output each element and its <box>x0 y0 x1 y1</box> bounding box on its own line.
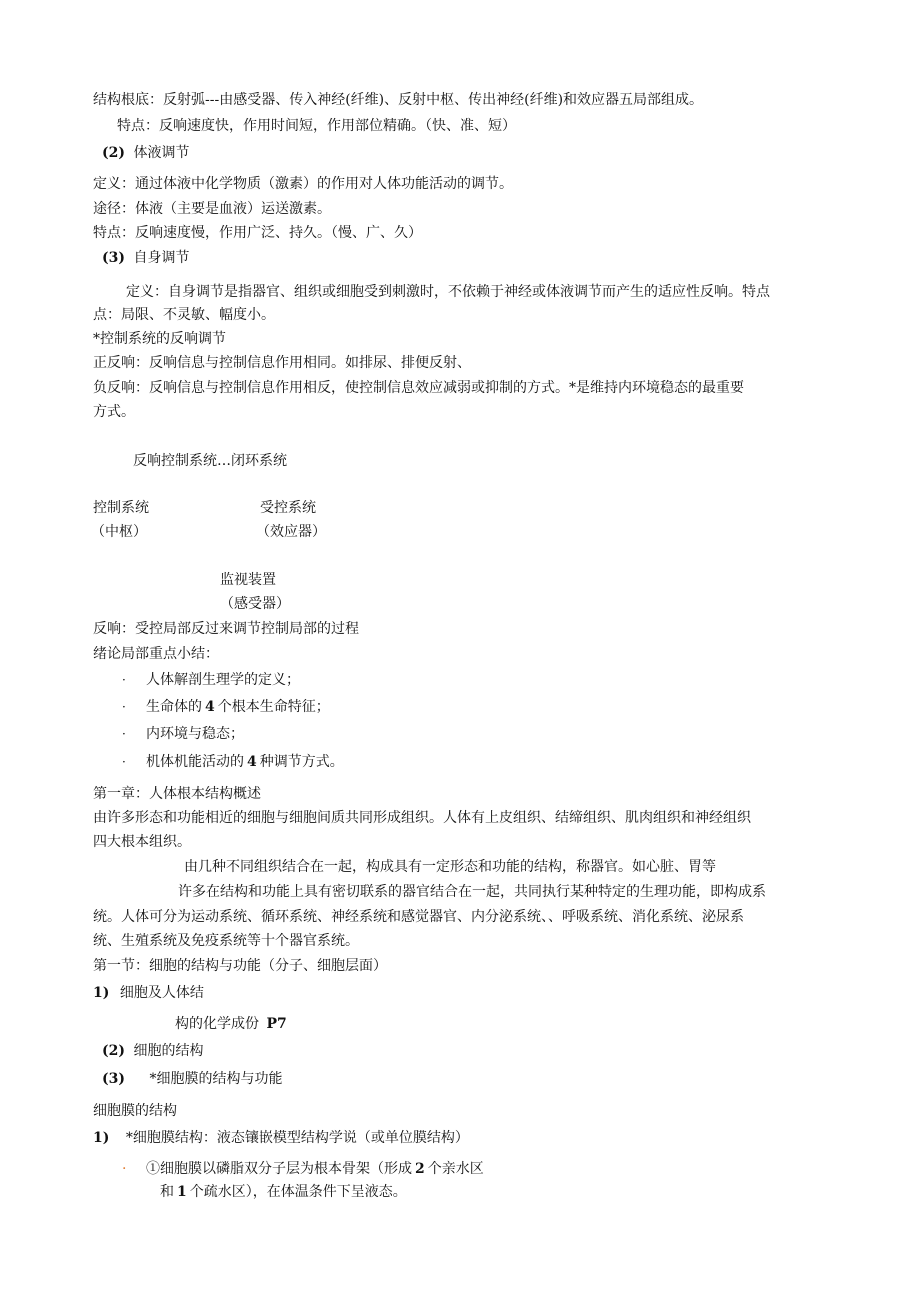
bullet-dot: · <box>122 755 126 769</box>
page-reference: P7 <box>266 1016 287 1032</box>
membrane-point <box>146 1159 484 1179</box>
humoral-features: 特点：反响速度慢，作用广泛、持久。（慢、广、久） <box>93 225 422 241</box>
list-text: 细胞及人体结 <box>119 985 204 1001</box>
monitor-device-label: 监视装置 <box>220 572 276 588</box>
list-text: 构的化学成份 <box>175 1016 259 1032</box>
summary-item <box>146 697 330 717</box>
item-number: 4 <box>205 699 215 715</box>
summary-item: 人体解剖生理学的定义； <box>146 672 300 688</box>
list-heading <box>93 983 204 1003</box>
point-number: 1 <box>177 1184 187 1200</box>
item-number: 4 <box>247 754 257 770</box>
autoregulation-definition: 定义：自身调节是指器官、组织或细胞受到刺激时，不依赖于神经或体液调节而产生的适应性反响。特点 <box>126 284 770 300</box>
list-text: *细胞膜结构：液态镶嵌模型结构学说（或单位膜结构） <box>125 1130 469 1146</box>
membrane-heading: 细胞膜的结构 <box>93 1103 177 1119</box>
summary-heading: 绪论局部重点小结： <box>93 646 219 662</box>
bullet-dot: · <box>122 727 126 741</box>
membrane-point-cont <box>160 1182 407 1202</box>
system-paragraph-end: 统、生殖系统及免疫系统等十个器官系统。 <box>93 933 359 949</box>
bullet-dot: · <box>122 673 126 687</box>
chapter-title: 第一章：人体根本结构概述 <box>93 786 261 802</box>
control-system-sub: （中枢） <box>91 524 147 540</box>
list-number: 1) <box>93 1130 110 1146</box>
bullet-dot: · <box>122 700 126 714</box>
organ-paragraph: 由几种不同组织结合在一起，构成具有一定形态和功能的结构，称器官。如心脏、胃等 <box>184 859 716 875</box>
list-number: (3) <box>102 1071 125 1087</box>
system-paragraph: 许多在结构和功能上具有密切联系的器官结合在一起，共同执行某种特定的生理功能，即构成系 <box>178 884 766 900</box>
autoregulation-features: 点：局限、不灵敏、幅度小。 <box>93 307 275 323</box>
item-text: 个根本生命特征； <box>217 699 330 715</box>
humoral-pathway: 途径：体液（主要是血液）运送激素。 <box>93 201 331 217</box>
list-text: *细胞膜的结构与功能 <box>149 1071 283 1087</box>
point-text: 个亲水区 <box>427 1161 484 1177</box>
summary-item <box>146 752 344 772</box>
nerve-regulation-features: 特点：反响速度快，作用时间短，作用部位精确。（快、准、短） <box>117 118 516 134</box>
list-heading <box>102 1041 203 1061</box>
point-text: 和 <box>160 1184 174 1200</box>
heading-autoregulation <box>102 248 189 268</box>
humoral-definition: 定义：通过体液中化学物质（激素）的作用对人体功能活动的调节。 <box>93 176 513 192</box>
negative-feedback-cont: 方式。 <box>93 404 135 420</box>
feedback-definition: 反响：受控局部反过来调节控制局部的过程 <box>93 621 359 637</box>
tissue-paragraph: 由许多形态和功能相近的细胞与细胞间质共同形成组织。人体有上皮组织、结缔组织、肌肉组织和神经组织 <box>93 810 751 826</box>
system-paragraph-cont: 统。人体可分为运动系统、循环系统、神经系统和感觉器官、内分泌系统、、呼吸系统、消化系统、泌尿系 <box>93 909 744 925</box>
heading-text: 自身调节 <box>133 250 190 266</box>
summary-item: 内环境与稳态； <box>146 726 244 742</box>
monitor-device-sub: （感受器） <box>220 596 290 612</box>
controlled-system-sub: （效应器） <box>256 524 326 540</box>
list-number: 1) <box>93 985 110 1001</box>
feedback-system-title: 反响控制系统…闭环系统 <box>133 453 287 469</box>
tissue-paragraph-cont: 四大根本组织。 <box>93 834 191 850</box>
point-text: 个疏水区），在体温条件下呈液态。 <box>189 1184 407 1200</box>
list-heading-cont <box>175 1014 287 1034</box>
list-heading <box>93 1128 469 1148</box>
item-text: 生命体的 <box>146 699 202 715</box>
section-title: 第一节：细胞的结构与功能（分子、细胞层面） <box>93 958 387 974</box>
point-number: 2 <box>415 1161 425 1177</box>
heading-number: (2) <box>102 145 125 161</box>
bullet-dot: · <box>122 1161 127 1177</box>
item-text: 机体机能活动的 <box>146 754 244 770</box>
list-heading <box>102 1069 282 1089</box>
controlled-system-label: 受控系统 <box>260 500 316 516</box>
reflex-arc-line: 结构根底：反射弧---由感受器、传入神经(纤维)、反射中枢、传出神经(纤维)和效应器五局部组成。 <box>93 92 704 108</box>
heading-humoral-regulation <box>102 143 189 163</box>
feedback-heading: *控制系统的反响调节 <box>93 331 226 347</box>
list-number: (2) <box>102 1043 125 1059</box>
point-text: ①细胞膜以磷脂双分子层为根本骨架（形成 <box>146 1161 412 1177</box>
item-text: 种调节方式。 <box>259 754 344 770</box>
control-system-label: 控制系统 <box>93 500 149 516</box>
negative-feedback: 负反响：反响信息与控制信息作用相反，使控制信息效应减弱或抑制的方式。*是维持内环境稳态的最重要 <box>93 380 744 396</box>
heading-text: 体液调节 <box>133 145 190 161</box>
positive-feedback: 正反响：反响信息与控制信息作用相同。如排尿、排便反射、 <box>93 355 471 371</box>
heading-number: (3) <box>102 250 125 266</box>
list-text: 细胞的结构 <box>133 1043 204 1059</box>
